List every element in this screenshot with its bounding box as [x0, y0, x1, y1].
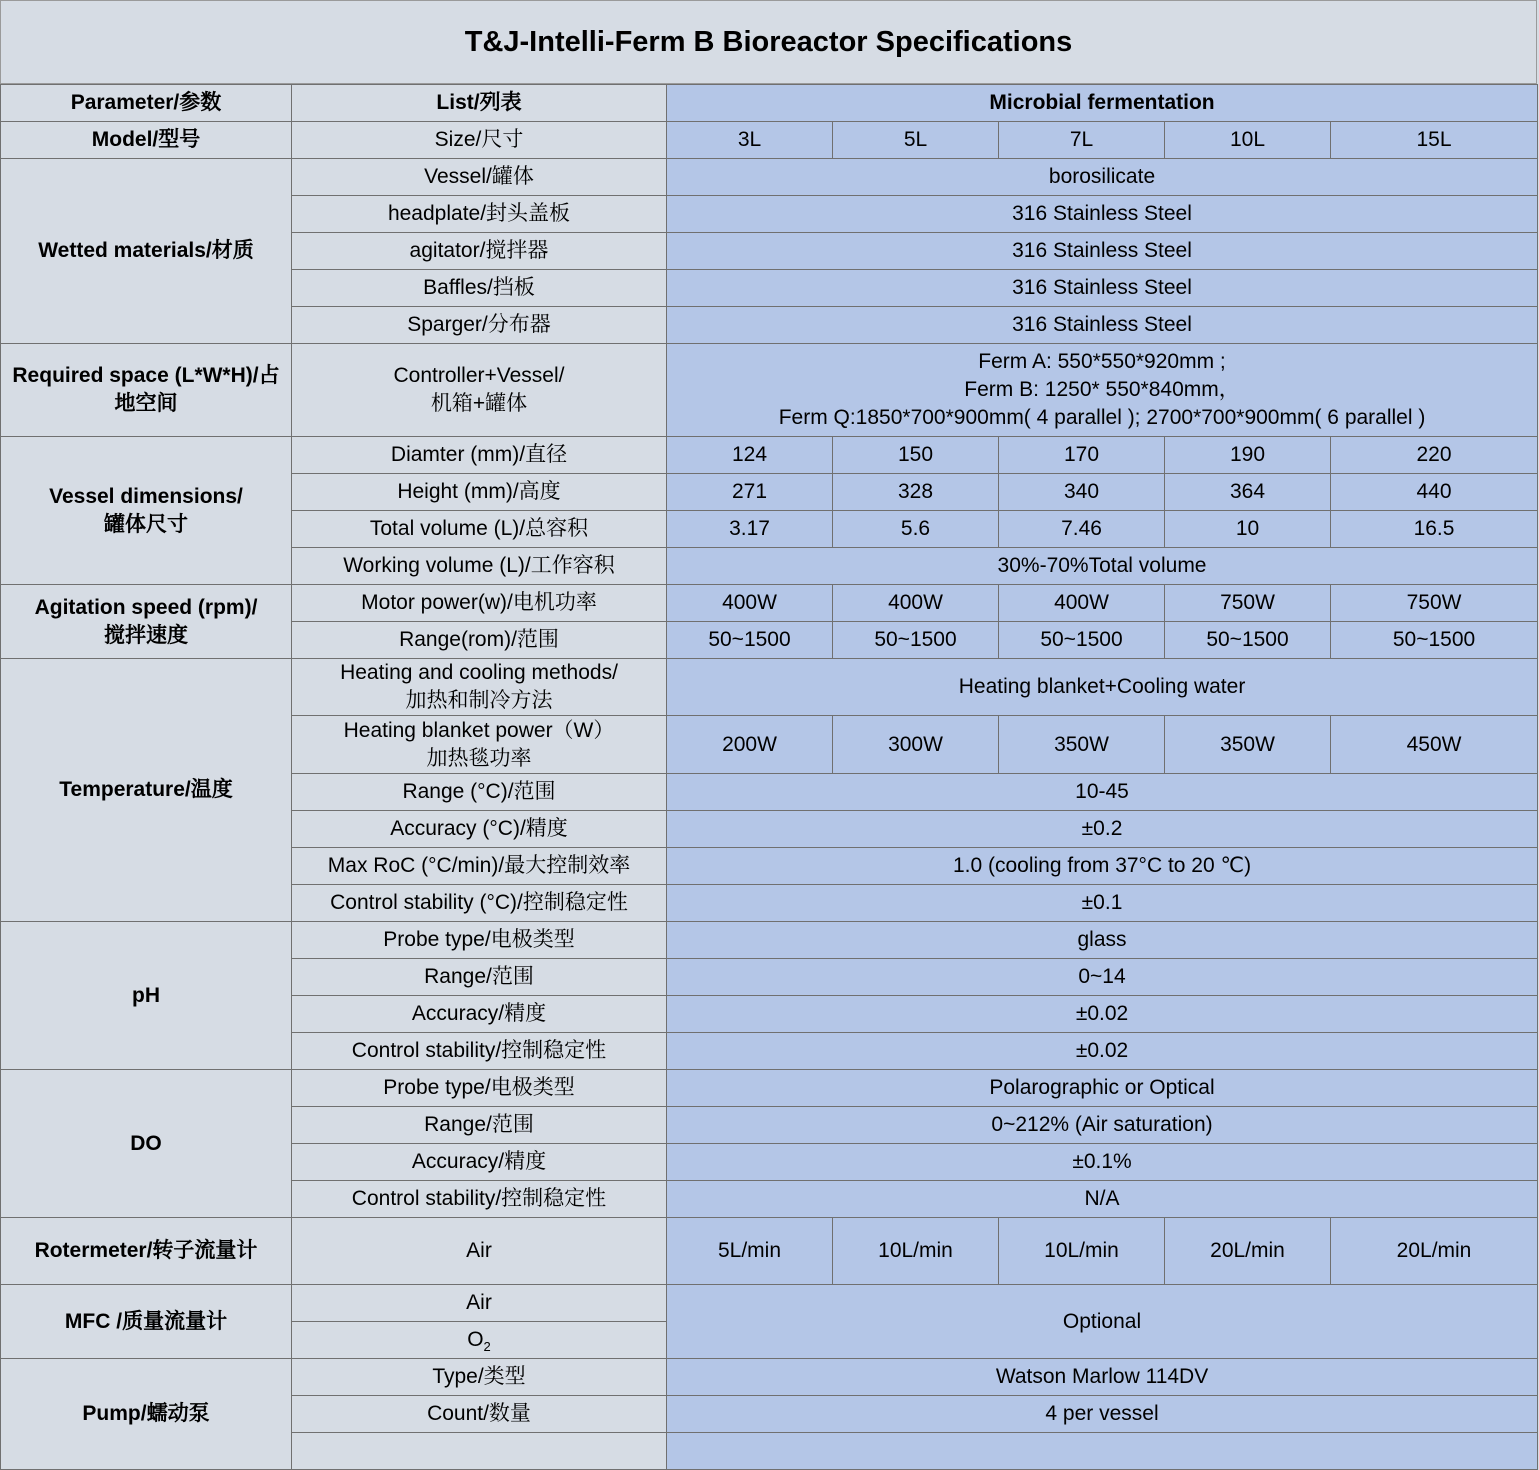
value-cell: 750W — [1331, 585, 1538, 622]
row-item: Diamter (mm)/直径 — [292, 437, 667, 474]
row-label: Pump/蠕动泵 — [1, 1359, 292, 1470]
value-cell: 20L/min — [1165, 1218, 1331, 1285]
row-item — [292, 344, 667, 437]
row-label: DO — [1, 1070, 292, 1218]
row-value: glass — [667, 922, 1538, 959]
label-line: Agitation speed (rpm)/ — [34, 595, 258, 619]
label-line: 罐体尺寸 — [104, 512, 188, 536]
row-label — [1, 585, 292, 659]
value-cell: 271 — [667, 474, 833, 511]
label-line: Required space (L*W*H)/占 — [12, 364, 280, 387]
row-value: borosilicate — [667, 159, 1538, 196]
row-item: Range (°C)/范围 — [292, 774, 667, 811]
row-item: Control stability/控制稳定性 — [292, 1033, 667, 1070]
value-cell: 124 — [667, 437, 833, 474]
header-application: Microbial fermentation — [667, 85, 1538, 122]
row-value: Heating blanket+Cooling water — [667, 659, 1538, 716]
row-value: 0~14 — [667, 959, 1538, 996]
row-label: pH — [1, 922, 292, 1070]
row-value: 4 per vessel — [667, 1396, 1538, 1433]
row-item: Height (mm)/高度 — [292, 474, 667, 511]
value-cell: 10L/min — [999, 1218, 1165, 1285]
item-line: Heating and cooling methods/ — [340, 661, 618, 684]
row-item — [292, 1322, 667, 1359]
row-item: Range/范围 — [292, 959, 667, 996]
row-item: Air — [292, 1218, 667, 1285]
row-item — [292, 659, 667, 716]
row-item: Count/数量 — [292, 1396, 667, 1433]
row-item: Motor power(w)/电机功率 — [292, 585, 667, 622]
table-row — [1, 659, 1538, 716]
value-cell: 5L/min — [667, 1218, 833, 1285]
value-line: Ferm Q:1850*700*900mm( 4 parallel ); 2700*700*900mm( 6 parallel ) — [778, 406, 1426, 429]
row-item: Accuracy/精度 — [292, 1144, 667, 1181]
table-row — [1, 344, 1538, 437]
label-line: 搅拌速度 — [104, 623, 188, 647]
value-cell: 220 — [1331, 437, 1538, 474]
value-cell: 364 — [1165, 474, 1331, 511]
row-label: Model/型号 — [1, 122, 292, 159]
row-label — [1, 344, 292, 437]
row-value: 316 Stainless Steel — [667, 233, 1538, 270]
value-cell: 350W — [1165, 716, 1331, 774]
row-value: ±0.1% — [667, 1144, 1538, 1181]
value-cell: 340 — [999, 474, 1165, 511]
item-line: 加热和制冷方法 — [405, 689, 553, 712]
row-item: Probe type/电极类型 — [292, 922, 667, 959]
item-line: 加热毯功率 — [426, 746, 532, 770]
table-row — [1, 159, 1538, 196]
row-item: Range(rom)/范围 — [292, 622, 667, 659]
table-row — [1, 1285, 1538, 1322]
table-row — [1, 1070, 1538, 1107]
value-cell: 50~1500 — [999, 622, 1165, 659]
value-cell: 3.17 — [667, 511, 833, 548]
row-item: Control stability (°C)/控制稳定性 — [292, 885, 667, 922]
value-cell: 440 — [1331, 474, 1538, 511]
value-cell: 170 — [999, 437, 1165, 474]
table-row — [1, 1218, 1538, 1285]
header-list: List/列表 — [292, 85, 667, 122]
row-value: Polarographic or Optical — [667, 1070, 1538, 1107]
row-label: Temperature/温度 — [1, 659, 292, 922]
row-item: Total volume (L)/总容积 — [292, 511, 667, 548]
value-cell: 50~1500 — [667, 622, 833, 659]
row-item: headplate/封头盖板 — [292, 196, 667, 233]
row-label: MFC /质量流量计 — [1, 1285, 292, 1359]
size-cell: 7L — [999, 122, 1165, 159]
table-row — [1, 122, 1538, 159]
row-value: 316 Stainless Steel — [667, 270, 1538, 307]
header-parameter: Parameter/参数 — [1, 85, 292, 122]
value-cell: 450W — [1331, 716, 1538, 774]
row-value: 10-45 — [667, 774, 1538, 811]
value-cell: 10 — [1165, 511, 1331, 548]
row-label: Rotermeter/转子流量计 — [1, 1218, 292, 1285]
row-value: N/A — [667, 1181, 1538, 1218]
row-label — [1, 437, 292, 585]
value-cell: 400W — [667, 585, 833, 622]
value-cell: 328 — [833, 474, 999, 511]
row-value: ±0.02 — [667, 996, 1538, 1033]
value-cell: 50~1500 — [1331, 622, 1538, 659]
value-cell: 400W — [833, 585, 999, 622]
row-value: Watson Marlow 114DV — [667, 1359, 1538, 1396]
item-line: Controller+Vessel/ — [393, 364, 565, 387]
row-item: Max RoC (°C/min)/最大控制效率 — [292, 848, 667, 885]
value-cell: 50~1500 — [1165, 622, 1331, 659]
row-value: ±0.02 — [667, 1033, 1538, 1070]
label-line: Vessel dimensions/ — [49, 484, 243, 508]
row-label: Wetted materials/材质 — [1, 159, 292, 344]
row-item: Working volume (L)/工作容积 — [292, 548, 667, 585]
value-cell: 20L/min — [1331, 1218, 1538, 1285]
row-item: Size/尺寸 — [292, 122, 667, 159]
row-item: Control stability/控制稳定性 — [292, 1181, 667, 1218]
value-cell: 200W — [667, 716, 833, 774]
row-value — [667, 1433, 1538, 1470]
item-line: 机箱+罐体 — [430, 392, 528, 415]
sheet-title: T&J-Intelli-Ferm B Bioreactor Specifications — [0, 0, 1537, 84]
value-cell: 10L/min — [833, 1218, 999, 1285]
value-cell: 400W — [999, 585, 1165, 622]
table-row — [1, 585, 1538, 622]
row-item: agitator/搅拌器 — [292, 233, 667, 270]
row-item: Vessel/罐体 — [292, 159, 667, 196]
row-value — [667, 344, 1538, 437]
table-row — [1, 437, 1538, 474]
label-line: 地空间 — [114, 392, 178, 415]
value-cell: 5.6 — [833, 511, 999, 548]
row-item: Range/范围 — [292, 1107, 667, 1144]
row-item: Accuracy (°C)/精度 — [292, 811, 667, 848]
row-item: Type/类型 — [292, 1359, 667, 1396]
value-cell: 16.5 — [1331, 511, 1538, 548]
row-item — [292, 716, 667, 774]
row-item: Sparger/分布器 — [292, 307, 667, 344]
row-value: 316 Stainless Steel — [667, 307, 1538, 344]
item-line: Heating blanket power（W） — [343, 718, 615, 742]
value-line: Ferm B: 1250* 550*840mm， — [964, 378, 1240, 401]
row-item: Air — [292, 1285, 667, 1322]
value-cell: 7.46 — [999, 511, 1165, 548]
table-row — [1, 922, 1538, 959]
row-value: ±0.2 — [667, 811, 1538, 848]
row-value: 0~212% (Air saturation) — [667, 1107, 1538, 1144]
row-item — [292, 1433, 667, 1470]
row-item: Baffles/挡板 — [292, 270, 667, 307]
value-cell: 300W — [833, 716, 999, 774]
o2-subscript: 2 — [483, 1339, 491, 1355]
row-value: 316 Stainless Steel — [667, 196, 1538, 233]
value-line: Ferm A: 550*550*920mm ; — [978, 350, 1226, 373]
size-cell: 10L — [1165, 122, 1331, 159]
table-row — [1, 85, 1538, 122]
value-cell: 190 — [1165, 437, 1331, 474]
size-cell: 15L — [1331, 122, 1538, 159]
size-cell: 3L — [667, 122, 833, 159]
value-cell: 150 — [833, 437, 999, 474]
size-cell: 5L — [833, 122, 999, 159]
value-cell: 50~1500 — [833, 622, 999, 659]
row-item: Probe type/电极类型 — [292, 1070, 667, 1107]
o2-label: O — [467, 1328, 484, 1351]
table-row — [1, 1359, 1538, 1396]
spec-table — [0, 84, 1538, 1470]
row-item: Accuracy/精度 — [292, 996, 667, 1033]
row-value: Optional — [667, 1285, 1538, 1359]
row-value: 1.0 (cooling from 37°C to 20 ℃) — [667, 848, 1538, 885]
row-value: ±0.1 — [667, 885, 1538, 922]
row-value: 30%-70%Total volume — [667, 548, 1538, 585]
value-cell: 750W — [1165, 585, 1331, 622]
value-cell: 350W — [999, 716, 1165, 774]
